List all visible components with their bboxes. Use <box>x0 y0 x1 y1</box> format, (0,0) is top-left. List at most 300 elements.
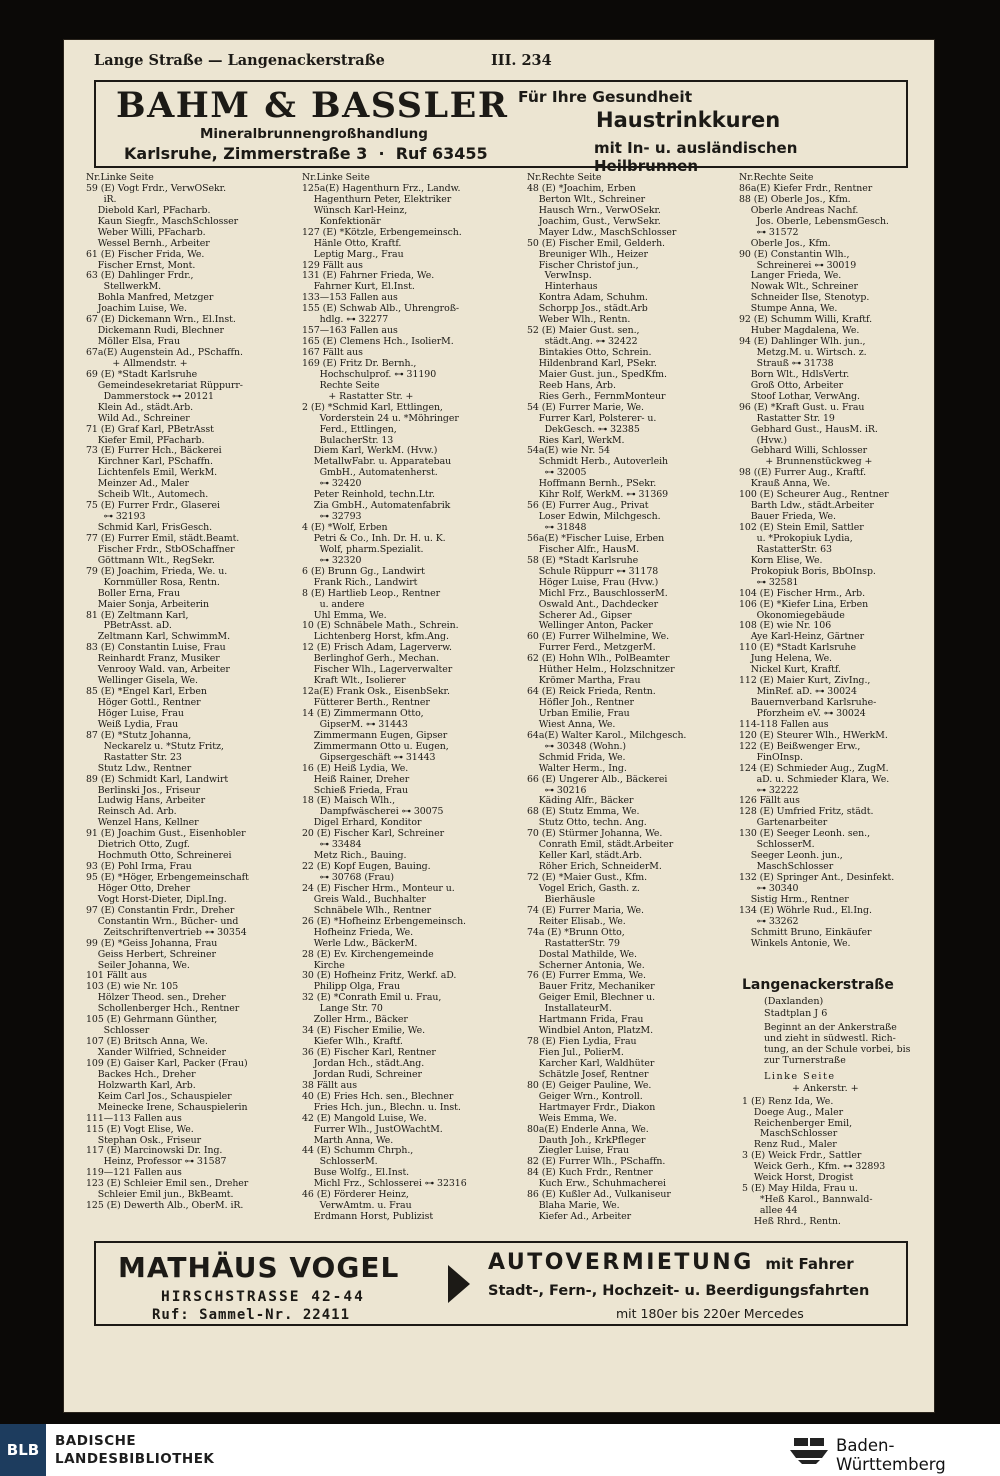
directory-entry: Höger Luise, Frau <box>86 708 184 719</box>
directory-entry: 3 (E) Weick Frdr., Sattler <box>742 1150 862 1162</box>
directory-entry: Geiger Wrn., Kontroll. <box>527 1091 643 1102</box>
directory-entry: Hoffmann Bernh., PSekr. <box>527 479 657 490</box>
directory-entry: 78 (E) Fien Lydia, Frau <box>527 1037 637 1048</box>
ad2-services: Stadt-, Fern-, Hochzeit- u. Beerdigungsfahrten <box>488 1283 870 1299</box>
directory-entry: BulacherStr. 13 <box>302 435 394 446</box>
directory-entry: 98 ((E) Furrer Aug., Kraftf. <box>739 468 866 479</box>
blb-logo[interactable]: BLB <box>0 1424 46 1476</box>
directory-entry: 101 Fällt aus <box>86 971 147 982</box>
directory-entry: 134 (E) Wöhrle Rud., El.Ing. <box>739 905 872 916</box>
directory-entry: Renz Rud., Maler <box>742 1139 837 1151</box>
directory-entry: 100 (E) Scheurer Aug., Rentner <box>739 490 889 501</box>
directory-entry: Petri & Co., Inh. Dr. H. u. K. <box>302 533 446 544</box>
directory-entry: 54 (E) Furrer Marie, We. <box>527 402 644 413</box>
directory-entry: Boller Erna, Frau <box>86 588 180 599</box>
directory-entry: Venrooy Wald. van, Arbeiter <box>86 665 230 676</box>
directory-entry: 67a(E) Augenstein Ad., PSchaffn. <box>86 348 243 358</box>
directory-entry: hdlg. ⊶ 32277 <box>302 315 389 326</box>
directory-entry: 48 (E) *Joachim, Erben <box>527 183 636 194</box>
directory-entry: 132 (E) Springer Ant., Desinfekt. <box>739 873 895 883</box>
directory-entry: 86 (E) Kußler Ad., Vulkaniseur <box>527 1190 671 1201</box>
directory-entry: Kaun Siegfr., MaschSchlosser <box>86 216 239 227</box>
directory-entry: Metzg.M. u. Wirtsch. z. <box>739 348 867 358</box>
directory-entry: Ökonomiegebäude <box>739 610 845 621</box>
directory-entry: MetallwFabr. u. Apparatebau <box>302 457 452 468</box>
ad2-service-suffix: mit Fahrer <box>765 1255 854 1273</box>
directory-entry: Karcher Karl, Waldhüter <box>527 1058 655 1069</box>
directory-entry: Doege Aug., Maler <box>742 1106 844 1118</box>
directory-entry: Lange Str. 70 <box>302 1004 383 1015</box>
directory-entry: StellwerkM. <box>86 282 162 293</box>
directory-entry: Strauß ⊶ 31738 <box>739 358 834 369</box>
section-side: Linke Seite <box>764 1070 836 1082</box>
directory-entry: Fütterer Berth., Rentner <box>302 698 430 708</box>
directory-entry: 165 (E) Clemens Hch., IsolierM. <box>302 337 454 348</box>
directory-entry: 169 (E) Fritz Dr. Bernh., <box>302 358 417 369</box>
directory-entry: 24 (E) Fischer Hrm., Monteur u. <box>302 883 455 894</box>
directory-entry: GipserM. ⊶ 31443 <box>302 719 408 730</box>
directory-entry: 75 (E) Furrer Frdr., Glaserei <box>86 501 220 512</box>
directory-entry: MaschSchlosser <box>742 1128 838 1140</box>
directory-entry: Fahrner Kurt, El.Inst. <box>302 282 415 293</box>
directory-entry: Groß Otto, Arbeiter <box>739 380 844 391</box>
footer-bar <box>0 1424 1000 1476</box>
directory-entry: ⊶ 32581 <box>739 577 799 588</box>
directory-entry: Stoof Lothar, VerwAng. <box>739 391 860 402</box>
directory-entry: Wessel Bernh., Arbeiter <box>86 238 210 249</box>
directory-entry: 155 (E) Schwab Alb., Uhrengroß- <box>302 304 460 315</box>
directory-entry: Wünsch Karl-Heinz, <box>302 205 408 216</box>
directory-entry: Joachim Luise, We. <box>86 304 187 315</box>
directory-entry: 107 (E) Britsch Anna, We. <box>86 1037 208 1048</box>
directory-entry: 112 (E) Maier Kurt, ZivIng., <box>739 676 871 687</box>
directory-entry: Ferd., Ettlingen, <box>302 424 397 435</box>
directory-entry: 14 (E) Zimmermann Otto, <box>302 708 424 719</box>
directory-entry: 88 (E) Oberle Jos., Kfm. <box>739 194 851 205</box>
directory-entry: Fischer Alfr., HausM. <box>527 544 640 555</box>
page-number: III. 234 <box>491 52 552 69</box>
directory-entry: Nowak Wlt., Schreiner <box>739 282 858 293</box>
directory-entry: 26 (E) *Hofheinz Erbengemeinsch. <box>302 916 466 927</box>
directory-entry: Fischer Frdr., StbOSchaffner <box>86 544 235 555</box>
directory-entry: 40 (E) Fries Hch. sen., Blechner <box>302 1091 454 1102</box>
arrow-right-icon <box>448 1265 470 1303</box>
directory-entry: Furrer Karl, Polsterer- u. <box>527 413 657 424</box>
directory-entry: 123 (E) Schleier Emil sen., Dreher <box>86 1179 249 1190</box>
directory-entry: Ziegler Luise, Frau <box>527 1146 630 1157</box>
ad-address: Karlsruhe, Zimmerstraße 3 · Ruf 63455 <box>124 144 488 163</box>
column-header: Nr.Rechte Seite <box>527 173 602 183</box>
directory-entry: Gebhard Gust., HausM. iR. <box>739 424 878 435</box>
directory-entry: Geiger Emil, Blechner u. <box>527 993 656 1004</box>
directory-entry: 103 (E) wie Nr. 105 <box>86 982 179 993</box>
directory-entry: Heiß Rainer, Dreher <box>302 774 410 785</box>
section-district: (Daxlanden) <box>764 996 824 1007</box>
directory-entry: Schmitt Bruno, Einkäufer <box>739 927 872 938</box>
directory-entry: 4 (E) *Wolf, Erben <box>302 523 388 533</box>
directory-entry: 32 (E) *Conrath Emil u. Frau, <box>302 993 442 1004</box>
directory-entry: Ludwig Hans, Arbeiter <box>86 796 206 807</box>
section-entries <box>742 1097 932 1228</box>
directory-entry: Zimmermann Eugen, Gipser <box>302 730 448 741</box>
directory-entry: allee 44 <box>742 1205 798 1217</box>
directory-page <box>64 40 934 1412</box>
directory-entry: Weick Horst, Drogist <box>742 1172 854 1184</box>
directory-entry: Gemeindesekretariat Rüppurr- <box>86 380 243 391</box>
directory-entry: Pforzheim eV. ⊶ 30024 <box>739 708 866 719</box>
directory-entry: 79 (E) Joachim, Frieda, We. u. <box>86 566 228 577</box>
directory-entry: 58 (E) *Stadt Karlsruhe <box>527 555 639 566</box>
directory-entry: Scherer Ad., Gipser <box>527 610 632 621</box>
directory-entry: Schmidt Herb., Autoverleih <box>527 457 669 468</box>
directory-entry: 12 (E) Frisch Adam, Lagerverw. <box>302 643 452 654</box>
directory-entry: Bauer Frieda, We. <box>739 512 836 523</box>
directory-entry: 59 (E) Vogt Frdr., VerwOSekr. <box>86 183 227 194</box>
section-langenackerstrasse <box>742 977 932 1228</box>
directory-entry: 89 (E) Schmidt Karl, Landwirt <box>86 774 229 785</box>
directory-entry: 157—163 Fallen aus <box>302 326 398 337</box>
directory-entry: Peter Reinhold, techn.Ltr. <box>302 490 435 501</box>
directory-entry: Reichenberger Emil, <box>742 1117 853 1129</box>
directory-entry: 42 (E) Mangold Luise, We. <box>302 1113 427 1124</box>
directory-column-2 <box>302 173 467 1223</box>
directory-entry: Schule Rüppurr ⊶ 31178 <box>527 566 659 577</box>
directory-entry: ⊶ 31848 <box>527 523 587 533</box>
directory-entry: 52 (E) Maier Gust. sen., <box>527 326 640 337</box>
library-name[interactable] <box>55 1432 214 1468</box>
directory-entry: Kontra Adam, Schuhm. <box>527 293 648 304</box>
column-header: Nr.Rechte Seite <box>739 173 814 183</box>
directory-column-4 <box>739 173 894 950</box>
directory-entry: Schreinerei ⊶ 30019 <box>739 260 857 271</box>
directory-entry: Klein Ad., städt.Arb. <box>86 402 194 413</box>
ad-bahm-bassler <box>94 80 908 175</box>
directory-entry: Dammerstock ⊶ 20121 <box>86 391 214 402</box>
column-header: Nr.Linke Seite <box>86 173 154 183</box>
directory-entry: 125 (E) Dewerth Alb., OberM. iR. <box>86 1201 244 1212</box>
directory-entry: Zoller Hrm., Bäcker <box>302 1015 408 1026</box>
directory-entry: Xander Wilfried, Schneider <box>86 1048 226 1058</box>
directory-entry: Backes Hch., Dreher <box>86 1069 196 1080</box>
directory-entry: Jos. Oberle, LebensmGesch. <box>739 216 889 227</box>
directory-entry: Krömer Martha, Frau <box>527 676 641 687</box>
directory-entry: Kuch Erw., Schuhmacherei <box>527 1179 666 1190</box>
directory-entry: Nickel Kurt, Kraftf. <box>739 665 841 676</box>
directory-entry: 80 (E) Geiger Pauline, We. <box>527 1080 652 1091</box>
directory-entry: Dampfwäscherei ⊶ 30075 <box>302 807 444 818</box>
directory-entry: Neckarelz u. *Stutz Fritz, <box>86 741 224 752</box>
directory-entry: Vogel Erich, Gasth. z. <box>527 883 640 894</box>
directory-entry: Konfektionär <box>302 216 381 227</box>
directory-entry: Scherner Antonia, We. <box>527 960 645 971</box>
directory-entry: Stutz Ldw., Rentner <box>86 763 192 774</box>
directory-entry: Zeltmann Karl, SchwimmM. <box>86 632 231 643</box>
directory-entry: Werle Ldw., BäckerM. <box>302 938 418 949</box>
directory-entry: Jung Helena, We. <box>739 654 832 665</box>
directory-entry: Hofheinz Frieda, We. <box>302 927 414 938</box>
directory-entry: Kiefer Ad., Arbeiter <box>527 1212 632 1223</box>
directory-entry: 44 (E) Schumm Chrph., <box>302 1146 414 1157</box>
directory-entry: Frank Rich., Landwirt <box>302 577 418 588</box>
directory-entry: ⊶ 31572 <box>739 227 799 238</box>
directory-entry: Hochmuth Otto, Schreinerei <box>86 851 232 862</box>
directory-entry: 104 (E) Fischer Hrm., Arb. <box>739 588 866 599</box>
directory-entry: 92 (E) Schumm Willi, Kraftf. <box>739 315 873 326</box>
directory-entry: ⊶ 30340 <box>739 883 799 894</box>
directory-entry: 12a(E) Frank Osk., EisenbSekr. <box>302 687 450 698</box>
directory-entry: Meinzer Ad., Maler <box>86 479 189 490</box>
directory-entry: ⊶ 32793 <box>302 512 362 523</box>
directory-entry: Oberle Jos., Kfm. <box>739 238 831 249</box>
ad2-service: AUTOVERMIETUNG <box>488 1250 754 1275</box>
directory-entry: 125a(E) Hagenthurn Frz., Landw. <box>302 183 461 194</box>
directory-entry: InstallateurM. <box>527 1004 612 1015</box>
section-map-ref: Stadtplan J 6 <box>764 1008 828 1019</box>
directory-entry: Röher Erich, SchneiderM. <box>527 862 662 873</box>
directory-entry: 96 (E) *Kraft Gust. u. Frau <box>739 402 865 413</box>
directory-entry: Kiefer Wlh., Kraftf. <box>302 1037 403 1048</box>
directory-entry: 38 Fällt aus <box>302 1080 357 1091</box>
directory-entry: Rastatter Str. 19 <box>739 413 835 424</box>
directory-entry: DekGesch. ⊶ 32385 <box>527 424 640 435</box>
directory-entry: 94 (E) Dahlinger Wlh. jun., <box>739 337 866 348</box>
directory-entry: Kihr Rolf, WerkM. ⊶ 31369 <box>527 490 669 501</box>
directory-entry: 85 (E) *Engel Karl, Erben <box>86 687 207 698</box>
directory-entry: 36 (E) Fischer Karl, Rentner <box>302 1048 436 1058</box>
directory-entry: Wild Ad., Schreiner <box>86 413 190 424</box>
ad-subtitle: Mineralbrunnengroßhandlung <box>200 126 428 142</box>
directory-entry: Zimmermann Otto u. Eugen, <box>302 741 449 752</box>
directory-entry: städt.Ang. ⊶ 32422 <box>527 337 638 348</box>
directory-entry: Stutz Otto, techn. Ang. <box>527 818 647 829</box>
directory-entry: Breuniger Wlh., Heizer <box>527 249 648 260</box>
directory-entry: Schollenberger Hch., Rentner <box>86 1004 240 1015</box>
directory-entry: 76 (E) Furrer Emma, We. <box>527 971 646 982</box>
directory-entry: 99 (E) *Geiss Johanna, Frau <box>86 938 218 949</box>
directory-entry: MinRef. aD. ⊶ 30024 <box>739 687 857 698</box>
directory-entry: 20 (E) Fischer Karl, Schreiner <box>302 829 445 840</box>
state-name[interactable]: Baden-Württemberg <box>836 1436 946 1474</box>
ad-detail: mit In- u. ausländischen Heilbrunnen <box>594 139 798 175</box>
directory-entry: Constantin Wrn., Bücher- und <box>86 916 239 927</box>
directory-entry: Fries Hch. jun., Blechn. u. Inst. <box>302 1102 461 1113</box>
ad2-cars: mit 180er bis 220er Mercedes <box>616 1306 804 1321</box>
directory-entry: 119—121 Fallen aus <box>86 1168 182 1179</box>
directory-entry: Heinz, Professor ⊶ 31587 <box>86 1157 227 1168</box>
section-cross-street: + Ankerstr. + <box>792 1082 859 1094</box>
directory-column-3 <box>527 173 686 1223</box>
directory-entry: Meinecke Irene, Schauspielerin <box>86 1102 248 1113</box>
directory-entry: u. andere <box>302 599 365 610</box>
directory-entry: Reinsch Ad. Arb. <box>86 807 177 818</box>
directory-entry: 77 (E) Furrer Emil, städt.Beamt. <box>86 533 240 544</box>
directory-entry: Born Wlt., HdlsVertr. <box>739 369 850 380</box>
directory-entry: 84 (E) Kuch Frdr., Rentner <box>527 1168 653 1179</box>
directory-entry: Holzwarth Karl, Arb. <box>86 1080 196 1091</box>
directory-entry: Bohla Manfred, Metzger <box>86 293 214 304</box>
directory-entry: ⊶ 30348 (Wohn.) <box>527 741 627 752</box>
directory-entry: Conrath Emil, städt.Arbeiter <box>527 840 674 851</box>
directory-entry: ⊶ 32420 <box>302 479 362 490</box>
directory-entry: VerwAmtm. u. Frau <box>302 1201 412 1212</box>
directory-entry: Hausch Wrn., VerwOSekr. <box>527 205 661 216</box>
section-title: Langenackerstraße <box>742 977 894 993</box>
directory-entry: 117 (E) Marcinowski Dr. Ing. <box>86 1146 223 1157</box>
directory-entry: VerwInsp. <box>527 271 592 282</box>
directory-entry: Vogt Horst-Dieter, Dipl.Ing. <box>86 894 227 905</box>
directory-entry: Göttmann Wlt., RegSekr. <box>86 555 215 566</box>
directory-entry: 93 (E) Pohl Irma, Frau <box>86 862 192 873</box>
directory-entry: Schmid Frida, We. <box>527 752 626 763</box>
directory-entry: Dauth Joh., KrkPfleger <box>527 1135 646 1146</box>
directory-entry: 6 (E) Brunn Gg., Landwirt <box>302 566 425 577</box>
directory-entry: Fischer Wlh., Lagerverwalter <box>302 665 453 676</box>
directory-entry: Kiefer Emil, PFacharb. <box>86 435 205 446</box>
directory-entry: Hildenbrand Karl, PSekr. <box>527 358 657 369</box>
directory-entry: Oberle Andreas Nachf. <box>739 205 859 216</box>
directory-entry: Dietrich Otto, Zugf. <box>86 840 190 851</box>
directory-entry: Prokopiuk Boris, BbOInsp. <box>739 566 876 577</box>
directory-entry: Fischer Christof jun., <box>527 260 639 271</box>
directory-entry: Loser Edwin, Milchgesch. <box>527 512 661 523</box>
directory-entry: 67 (E) Dickemann Wrn., El.Inst. <box>86 315 236 326</box>
directory-entry: 114-118 Fallen aus <box>739 719 829 730</box>
directory-entry: Schmid Karl, FrisGesch. <box>86 523 213 533</box>
directory-entry: 64 (E) Reick Frieda, Rentn. <box>527 687 656 698</box>
directory-entry: Furrer Wlh., JustOWachtM. <box>302 1124 443 1135</box>
directory-entry: Schlosser <box>86 1026 150 1037</box>
directory-entry: 133—153 Fallen aus <box>302 293 398 304</box>
directory-entry: RastatterStr. 79 <box>527 938 620 949</box>
directory-entry: 16 (E) Heiß Lydia, We. <box>302 763 409 774</box>
directory-entry: Weick Gerh., Kfm. ⊶ 32893 <box>742 1161 886 1173</box>
directory-entry: Höger Gottl., Rentner <box>86 698 201 708</box>
directory-entry: Hagenthurn Peter, Elektriker <box>302 194 452 205</box>
directory-entry: Reeb Hans, Arb. <box>527 380 616 391</box>
directory-entry: Möller Elsa, Frau <box>86 337 180 348</box>
directory-entry: Wellinger Anton, Packer <box>527 621 653 632</box>
directory-entry: Seeger Leonh. jun., <box>739 851 843 862</box>
directory-entry: 128 (E) Umfried Fritz, städt. <box>739 807 874 818</box>
directory-entry: Korn Elise, We. <box>739 555 823 566</box>
directory-entry: Gipsergeschäft ⊶ 31443 <box>302 752 436 763</box>
directory-entry: 74a (E) *Brunn Otto, <box>527 927 625 938</box>
directory-entry: Hinterhaus <box>527 282 598 293</box>
coat-of-arms-icon <box>788 1434 830 1466</box>
directory-entry: + Rastatter Str. + <box>302 391 414 402</box>
directory-entry: Bauer Fritz, Mechaniker <box>527 982 655 993</box>
section-description <box>764 1023 932 1067</box>
directory-entry: 68 (E) Stutz Emma, We. <box>527 807 640 818</box>
directory-entry: Käding Alfr., Bäcker <box>527 796 634 807</box>
directory-entry: Kirche <box>302 960 345 971</box>
directory-entry: Marth Anna, We. <box>302 1135 394 1146</box>
directory-entry: 30 (E) Hofheinz Fritz, Werkf. aD. <box>302 971 457 982</box>
ad2-phone: Ruf: Sammel-Nr. 22411 <box>152 1307 351 1323</box>
directory-entry: 69 (E) *Stadt Karlsruhe <box>86 369 198 380</box>
directory-entry: FinOInsp. <box>739 752 803 763</box>
directory-entry: Hochschulprof. ⊶ 31190 <box>302 369 437 380</box>
directory-entry: 61 (E) Fischer Frida, We. <box>86 249 205 260</box>
directory-entry: 60 (E) Furrer Wilhelmine, We. <box>527 632 669 643</box>
directory-entry: 74 (E) Furrer Maria, We. <box>527 905 644 916</box>
directory-entry: SchlosserM. <box>302 1157 378 1168</box>
directory-entry: Krauß Anna, We. <box>739 479 831 490</box>
directory-entry: 126 Fällt aus <box>739 796 800 807</box>
ad2-service-line <box>488 1250 854 1275</box>
directory-entry: 5 (E) May Hilda, Frau u. <box>742 1183 858 1195</box>
directory-entry: Schätzle Josef, Rentner <box>527 1069 649 1080</box>
directory-entry: Keim Carl Jos., Schauspieler <box>86 1091 232 1102</box>
directory-entry: Joachim, Gust., VerwSekr. <box>527 216 661 227</box>
directory-entry: Stumpe Anna, We. <box>739 304 838 315</box>
directory-entry: Ries Gerh., FernmMonteur <box>527 391 666 402</box>
directory-entry: 127 (E) *Kötzle, Erbengemeinsch. <box>302 227 462 238</box>
directory-entry: Ries Karl, WerkM. <box>527 435 625 446</box>
directory-entry: 22 (E) Kopf Eugen, Bauing. <box>302 862 431 873</box>
directory-entry: Kraft Wlt., Isolierer <box>302 676 406 687</box>
library-line-2: LANDESBIBLIOTHEK <box>55 1451 215 1467</box>
directory-entry: ⊶ 33484 <box>302 840 362 851</box>
directory-entry: 90 (E) Constantin Wlh., <box>739 249 850 260</box>
directory-entry: Digel Erhard, Konditor <box>302 818 422 829</box>
directory-entry: Kornmüller Rosa, Rentn. <box>86 577 220 588</box>
directory-entry: Jordan Rudi, Schreiner <box>302 1069 422 1080</box>
directory-entry: Winkels Antonie, We. <box>739 938 851 949</box>
directory-entry: 70 (E) Stürmer Johanna, We. <box>527 829 663 840</box>
directory-entry: Wiest Anna, We. <box>527 719 616 730</box>
directory-entry: Weiß Lydia, Frau <box>86 719 179 730</box>
description-line: Beginnt an der Ankerstraße <box>764 1022 897 1033</box>
directory-entry: 86a(E) Kiefer Frdr., Rentner <box>739 183 873 194</box>
directory-entry: 106 (E) *Kiefer Lina, Erben <box>739 599 869 610</box>
directory-entry: 81 (E) Zeltmann Karl, <box>86 610 189 621</box>
directory-entry: 131 (E) Fahrner Frieda, We. <box>302 271 435 282</box>
directory-entry: Weber Wlh., Rentn. <box>527 315 631 326</box>
directory-entry: Langer Frieda, We. <box>739 271 842 282</box>
directory-entry: 83 (E) Constantin Luise, Frau <box>86 643 226 654</box>
directory-column-1 <box>86 173 249 1212</box>
directory-entry: RastatterStr. 63 <box>739 544 832 555</box>
directory-entry: 110 (E) *Stadt Karlsruhe <box>739 643 857 654</box>
directory-entry: Philipp Olga, Frau <box>302 982 400 993</box>
directory-entry: u. *Prokopiuk Lydia, <box>739 533 853 544</box>
directory-entry: Diem Karl, WerkM. (Hvw.) <box>302 446 438 457</box>
ad-headline: Haustrinkkuren <box>596 108 781 132</box>
directory-entry: Buse Wolfg., El.Inst. <box>302 1168 410 1179</box>
directory-entry: Rastatter Str. 23 <box>86 752 182 763</box>
directory-entry: Diebold Karl, PFacharb. <box>86 205 211 216</box>
library-line-1: BADISCHE <box>55 1433 137 1449</box>
directory-entry: Lichtenberg Horst, kfm.Ang. <box>302 632 449 643</box>
directory-entry: ⊶ 32193 <box>86 512 146 523</box>
directory-entry: 91 (E) Joachim Gust., Eisenhobler <box>86 829 246 840</box>
directory-entry: Bauernverband Karlsruhe- <box>739 698 877 708</box>
directory-entry: Berlinski Jos., Friseur <box>86 785 201 796</box>
directory-entry: Vorderstein 24 u. *Möhringer <box>302 413 459 424</box>
directory-entry: ⊶ 30216 <box>527 785 587 796</box>
directory-entry: Sistig Hrm., Rentner <box>739 894 849 905</box>
directory-entry: 73 (E) Furrer Hch., Bäckerei <box>86 446 222 457</box>
ad2-address: HIRSCHSTRASSE 42-44 <box>161 1289 365 1305</box>
directory-entry: 80a(E) Enderle Anna, We. <box>527 1124 649 1135</box>
directory-entry: 111—113 Fallen aus <box>86 1113 182 1124</box>
directory-entry: Maier Gust. jun., SpedKfm. <box>527 369 667 380</box>
directory-entry: Schleier Emil jun., BkBeamt. <box>86 1190 234 1201</box>
ad-mathaeus-vogel <box>94 1241 908 1326</box>
directory-entry: 72 (E) *Maier Gust., Kfm. <box>527 873 648 883</box>
directory-entry: Wolf, pharm.Spezialit. <box>302 544 424 555</box>
